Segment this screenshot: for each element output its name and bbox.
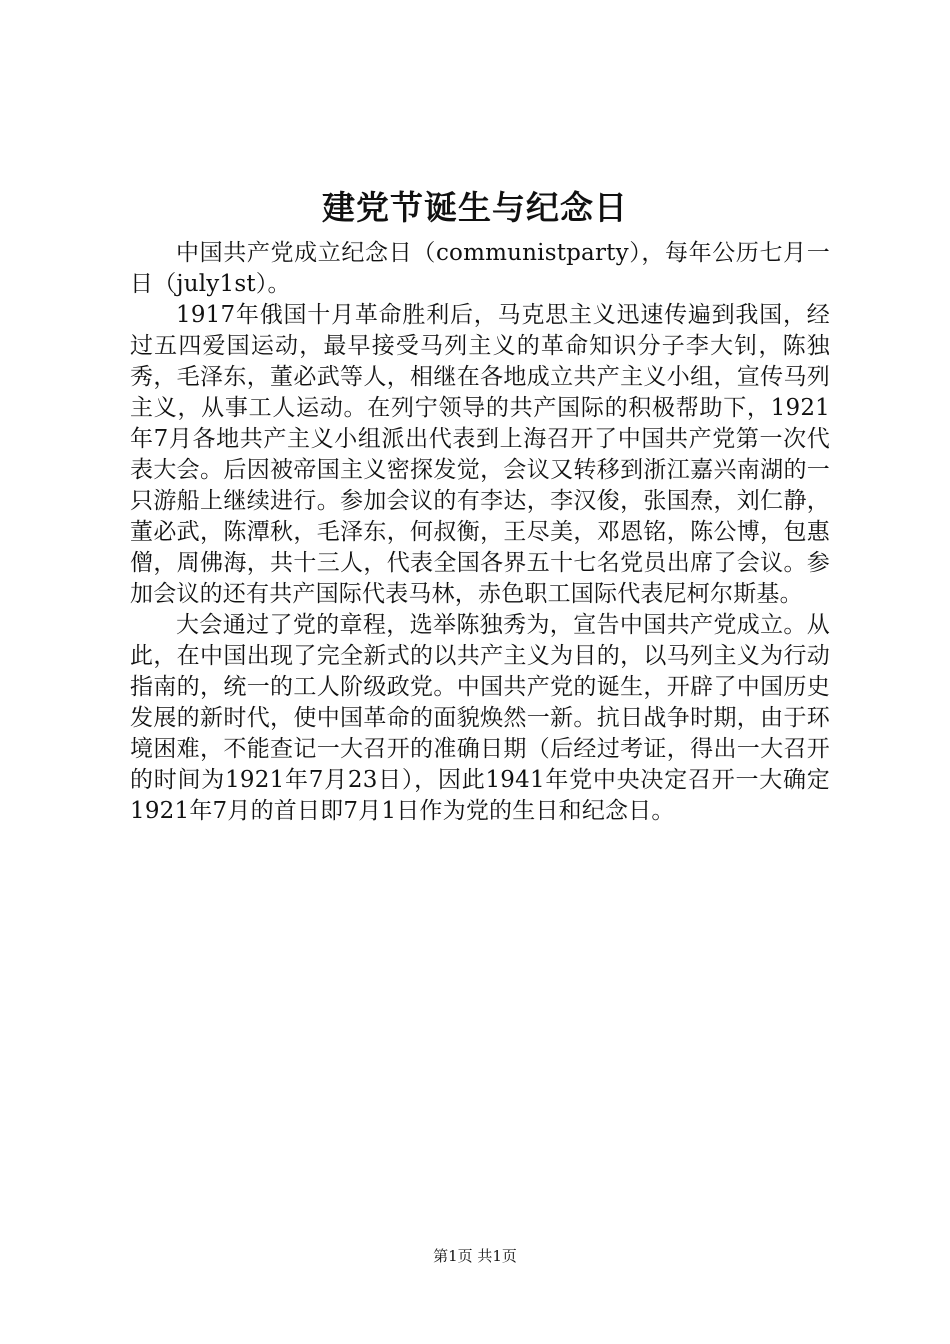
document-title: 建党节诞生与纪念日: [322, 188, 628, 227]
paragraph-founding: 大会通过了党的章程，选举陈独秀为，宣告中国共产党成立。从此，在中国出现了完全新式的以共产主义为目的，以马列主义为行动指南的，统一的工人阶级政党。中国共产党的诞生，开辟了中国历史发展的新时代，使中国革命的面貌焕然一新。抗日战争时期，由于环境困难，不能查记一大召开的准确日期（后经过考证，得出一大召开的时间为1921年7月23日），因此1941年党中央决定召开一大确定1921年7月的首日即7月1日作为党的生日和纪念日。: [130, 612, 830, 824]
page-number-footer: 第1页 共1页: [433, 1247, 517, 1265]
paragraph-history: 1917年俄国十月革命胜利后，马克思主义迅速传遍到我国，经过五四爱国运动，最早接受马列主义的革命知识分子李大钊，陈独秀，毛泽东，董必武等人，相继在各地成立共产主义小组，宣传马列主义，从事工人运动。在列宁领导的共产国际的积极帮助下，1921年7月各地共产主义小组派出代表到上海召开了中国共产党第一次代表大会。后因被帝国主义密探发觉，会议又转移到浙江嘉兴南湖的一只游船上继续进行。参加会议的有李达，李汉俊，张国焘，刘仁静，董必武，陈潭秋，毛泽东，何叔衡，王尽美，邓恩铭，陈公博，包惠僧，周佛海，共十三人，代表全国各界五十七名党员出席了会议。参加会议的还有共产国际代表马林，赤色职工国际代表尼柯尔斯基。: [130, 302, 830, 607]
paragraph-intro: 中国共产党成立纪念日（communistparty），每年公历七月一日（july1st）。: [130, 240, 830, 297]
document-body: [130, 238, 830, 827]
